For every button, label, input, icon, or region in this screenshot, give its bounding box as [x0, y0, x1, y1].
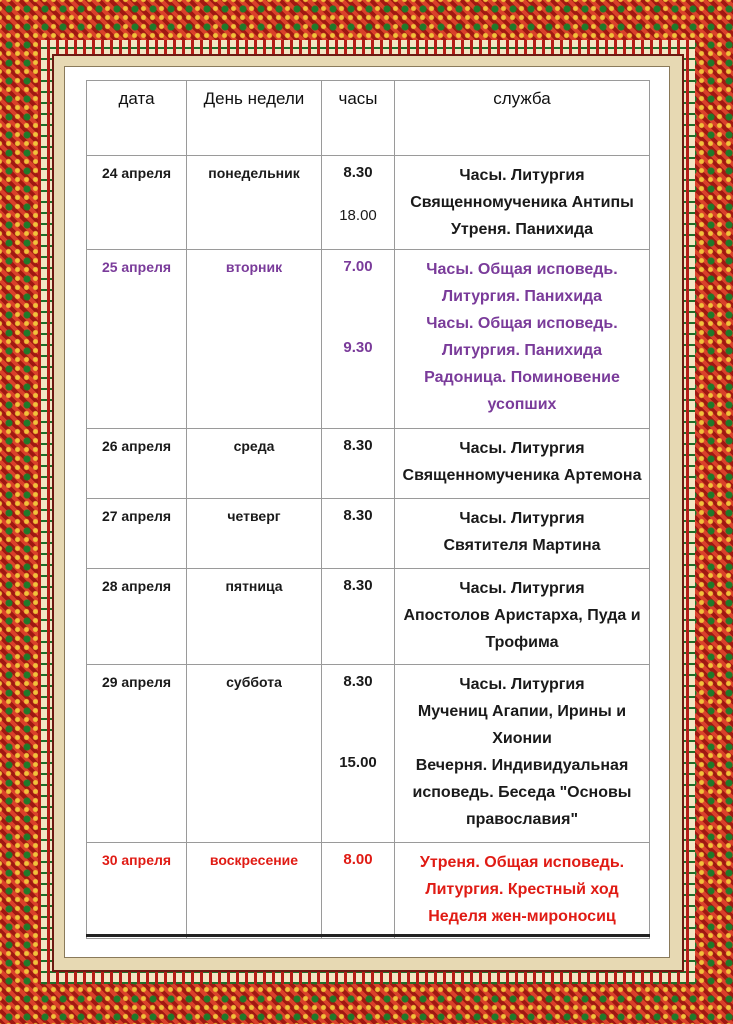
table-row — [87, 499, 650, 569]
service-line: Часы. Литургия — [459, 676, 585, 693]
time-value: 8.30 — [343, 577, 373, 594]
time-value: 18.00 — [339, 207, 377, 224]
service-line: Трофима — [485, 634, 559, 651]
service-line: усопших — [487, 396, 557, 413]
service-line: Часы. Литургия — [459, 580, 585, 597]
row-day: суббота — [187, 665, 322, 843]
header-day: День недели — [187, 81, 322, 156]
row-services — [395, 843, 650, 939]
row-date: 29 апреля — [87, 665, 187, 843]
service-line: Апостолов Аристарха, Пуда и — [403, 607, 641, 624]
header-service: служба — [395, 81, 650, 156]
row-times — [322, 429, 395, 499]
row-date: 25 апреля — [87, 250, 187, 429]
row-services — [395, 250, 650, 429]
table-row — [87, 569, 650, 665]
service-line: Часы. Литургия — [459, 440, 585, 457]
row-times — [322, 569, 395, 665]
service-line: Священномученика Артемона — [402, 467, 642, 484]
row-times — [322, 843, 395, 939]
row-services — [395, 156, 650, 250]
service-line: православия" — [465, 811, 579, 828]
row-date: 24 апреля — [87, 156, 187, 250]
service-line: Святителя Мартина — [443, 537, 601, 554]
table-row — [87, 429, 650, 499]
row-day: понедельник — [187, 156, 322, 250]
table-row — [87, 665, 650, 843]
service-line: Утреня. Общая исповедь. — [419, 854, 625, 871]
row-times — [322, 250, 395, 429]
row-date: 27 апреля — [87, 499, 187, 569]
time-value: 8.00 — [343, 851, 373, 868]
service-line: Радоница. Поминовение — [424, 369, 620, 386]
row-services — [395, 665, 650, 843]
time-value: 8.30 — [343, 164, 373, 181]
service-line: Священномученика Антипы — [410, 194, 634, 211]
row-times — [322, 156, 395, 250]
table-row — [87, 250, 650, 429]
service-line: Неделя жен-мироносиц — [428, 908, 616, 925]
row-date: 26 апреля — [87, 429, 187, 499]
service-line: Литургия. Панихида — [441, 288, 603, 305]
row-day: среда — [187, 429, 322, 499]
service-line: Хионии — [492, 730, 552, 747]
service-line: Вечерня. Индивидуальная — [415, 757, 629, 774]
row-date: 28 апреля — [87, 569, 187, 665]
row-day: пятница — [187, 569, 322, 665]
row-services — [395, 429, 650, 499]
service-line: Часы. Общая исповедь. — [426, 261, 618, 278]
row-day: четверг — [187, 499, 322, 569]
time-value: 15.00 — [339, 754, 377, 771]
header-row — [87, 81, 650, 156]
service-line: Часы. Общая исповедь. — [426, 315, 618, 332]
time-value: 8.30 — [343, 673, 373, 690]
row-services — [395, 569, 650, 665]
row-day: воскресение — [187, 843, 322, 939]
row-services — [395, 499, 650, 569]
row-day: вторник — [187, 250, 322, 429]
service-line: Часы. Литургия — [459, 167, 585, 184]
service-line: Часы. Литургия — [459, 510, 585, 527]
service-line: исповедь. Беседа "Основы — [412, 784, 632, 801]
time-value: 7.00 — [343, 258, 373, 275]
service-line: Литургия. Крестный ход — [425, 881, 619, 898]
row-times — [322, 665, 395, 843]
table-row — [87, 843, 650, 939]
service-line: Утреня. Панихида — [450, 221, 594, 238]
row-times — [322, 499, 395, 569]
row-date: 30 апреля — [87, 843, 187, 939]
table-bottom-rule — [86, 934, 650, 937]
service-line: Мучениц Агапии, Ирины и — [417, 703, 627, 720]
time-value: 8.30 — [343, 507, 373, 524]
time-value: 9.30 — [343, 339, 373, 356]
time-value: 8.30 — [343, 437, 373, 454]
schedule-table — [86, 80, 650, 939]
table-row — [87, 156, 650, 250]
header-time: часы — [322, 81, 395, 156]
service-line: Литургия. Панихида — [441, 342, 603, 359]
header-date: дата — [87, 81, 187, 156]
